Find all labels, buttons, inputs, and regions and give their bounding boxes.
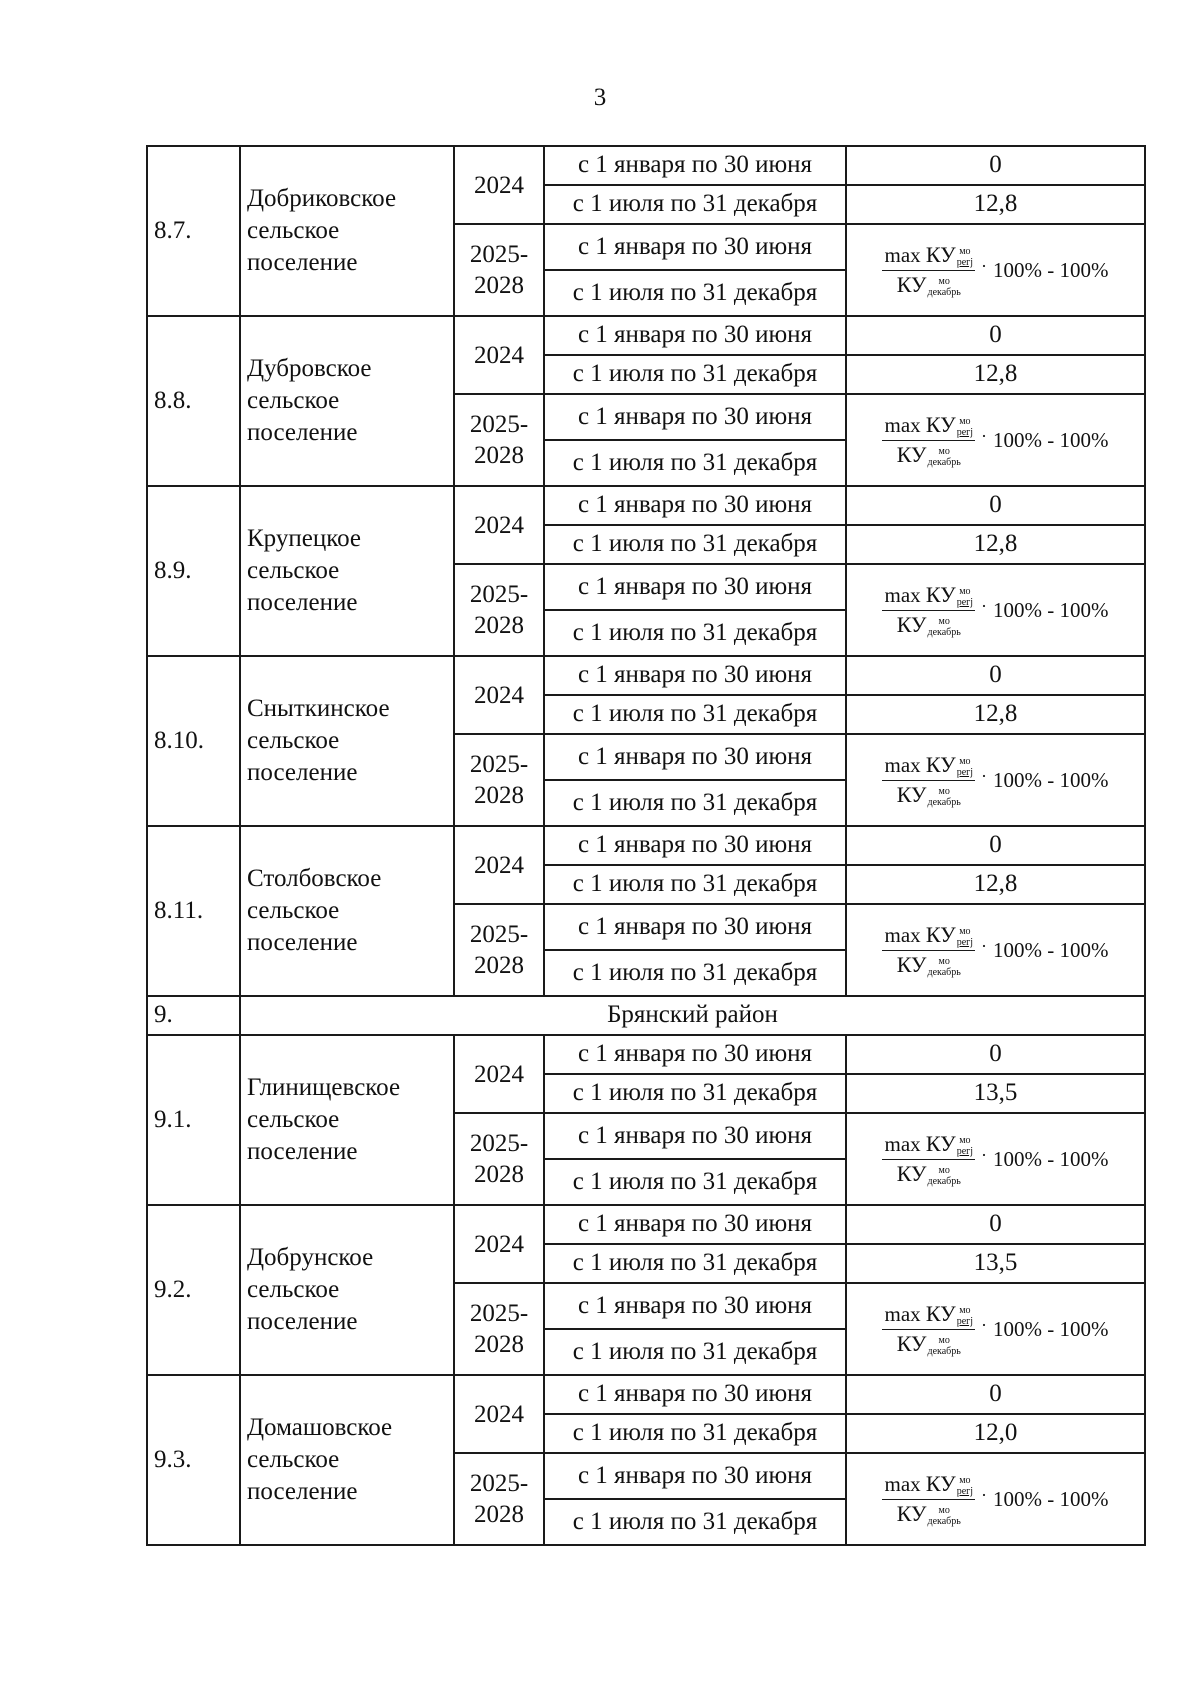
period-second-half: с 1 июля по 31 декабря bbox=[544, 950, 846, 996]
year-range-start: 2025- bbox=[469, 1470, 529, 1497]
period-first-half: с 1 января по 30 июня bbox=[544, 146, 846, 185]
formula-indices bbox=[928, 616, 961, 638]
formula-fraction bbox=[882, 1131, 975, 1187]
value-second-half: 12,8 bbox=[846, 865, 1145, 904]
settlement-name-line: Крупецкое bbox=[247, 525, 361, 552]
formula-sup: мо bbox=[959, 1305, 971, 1316]
formula-denominator bbox=[897, 611, 961, 638]
settlement-row bbox=[147, 826, 1145, 865]
formula-multiply: · bbox=[981, 1484, 988, 1505]
year-2024: 2024 bbox=[454, 1205, 544, 1283]
formula-max: max bbox=[884, 1471, 921, 1496]
formula-sub: декабрь bbox=[927, 1176, 961, 1188]
formula-indices bbox=[957, 586, 973, 608]
formula-fraction bbox=[882, 582, 975, 638]
formula-ku: КУ bbox=[925, 1470, 956, 1496]
year-range-end: 2028 bbox=[474, 272, 524, 299]
formula-multiply: · bbox=[981, 595, 988, 616]
formula-ku: КУ bbox=[896, 272, 927, 297]
formula-sup: мо bbox=[938, 956, 950, 968]
formula-numerator bbox=[882, 1131, 975, 1160]
value-second-half: 12,8 bbox=[846, 525, 1145, 564]
formula-numerator bbox=[882, 1301, 975, 1330]
year-2025-2028 bbox=[454, 1453, 544, 1545]
formula-fraction bbox=[882, 922, 975, 978]
period-first-half: с 1 января по 30 июня bbox=[544, 1453, 846, 1499]
value-second-half: 12,0 bbox=[846, 1414, 1145, 1453]
settlement-name-line: сельское bbox=[247, 897, 340, 924]
formula-indices bbox=[928, 446, 961, 468]
period-second-half: с 1 июля по 31 декабря bbox=[544, 1244, 846, 1283]
formula-sub: регj bbox=[956, 1146, 974, 1157]
settlement-name-line: сельское bbox=[247, 387, 340, 414]
formula-denominator bbox=[897, 1160, 961, 1187]
period-first-half: с 1 января по 30 июня bbox=[544, 486, 846, 525]
year-2024: 2024 bbox=[454, 1035, 544, 1113]
year-2025-2028 bbox=[454, 1283, 544, 1375]
settlement-number: 9.3. bbox=[147, 1375, 240, 1545]
settlement-name bbox=[240, 146, 454, 316]
value-second-half: 13,5 bbox=[846, 1244, 1145, 1283]
year-range-start: 2025- bbox=[469, 241, 529, 268]
formula-sub: регj bbox=[956, 1486, 974, 1497]
formula-indices bbox=[957, 1135, 973, 1157]
growth-formula bbox=[853, 1471, 1138, 1527]
district-name: Брянский район bbox=[240, 996, 1145, 1035]
district-number: 9. bbox=[147, 996, 240, 1035]
formula-sub: декабрь bbox=[927, 627, 961, 639]
formula-ku: КУ bbox=[896, 782, 927, 807]
formula-sup: мо bbox=[938, 616, 950, 628]
formula-numerator bbox=[882, 1471, 975, 1500]
year-range-end: 2028 bbox=[474, 1331, 524, 1358]
settlement-name-line: поселение bbox=[247, 419, 358, 446]
period-second-half: с 1 июля по 31 декабря bbox=[544, 780, 846, 826]
growth-formula bbox=[853, 412, 1138, 468]
formula-indices bbox=[928, 1505, 961, 1527]
settlement-number: 8.9. bbox=[147, 486, 240, 656]
period-first-half: с 1 января по 30 июня bbox=[544, 316, 846, 355]
value-first-half: 0 bbox=[846, 486, 1145, 525]
growth-formula bbox=[853, 1301, 1138, 1357]
settlement-row bbox=[147, 486, 1145, 525]
formula-tail: 100% - 100% bbox=[993, 1486, 1109, 1511]
year-range-end: 2028 bbox=[474, 782, 524, 809]
formula-sub: регj bbox=[956, 937, 974, 948]
formula-indices bbox=[957, 246, 973, 268]
period-second-half: с 1 июля по 31 декабря bbox=[544, 695, 846, 734]
formula-max: max bbox=[884, 752, 921, 777]
period-first-half: с 1 января по 30 июня bbox=[544, 394, 846, 440]
value-first-half: 0 bbox=[846, 1375, 1145, 1414]
formula-numerator bbox=[882, 412, 975, 441]
year-2024: 2024 bbox=[454, 656, 544, 734]
settlement-name-line: сельское bbox=[247, 557, 340, 584]
settlement-name-line: сельское bbox=[247, 1106, 340, 1133]
year-range-start: 2025- bbox=[469, 1130, 529, 1157]
period-second-half: с 1 июля по 31 декабря bbox=[544, 270, 846, 316]
settlement-row bbox=[147, 316, 1145, 355]
period-second-half: с 1 июля по 31 декабря bbox=[544, 865, 846, 904]
formula-ku: КУ bbox=[896, 1161, 927, 1186]
formula-tail: 100% - 100% bbox=[993, 767, 1109, 792]
formula-numerator bbox=[882, 242, 975, 271]
formula-sub: декабрь bbox=[927, 1516, 961, 1528]
settlement-name-line: сельское bbox=[247, 727, 340, 754]
settlement-name bbox=[240, 656, 454, 826]
period-first-half: с 1 января по 30 июня bbox=[544, 904, 846, 950]
formula-denominator bbox=[897, 781, 961, 808]
year-range-end: 2028 bbox=[474, 442, 524, 469]
settlement-name bbox=[240, 1375, 454, 1545]
formula-multiply: · bbox=[981, 1314, 988, 1335]
formula-ku: КУ bbox=[896, 952, 927, 977]
formula-cell bbox=[846, 394, 1145, 486]
settlement-name-line: поселение bbox=[247, 589, 358, 616]
period-first-half: с 1 января по 30 июня bbox=[544, 656, 846, 695]
value-first-half: 0 bbox=[846, 1205, 1145, 1244]
formula-indices bbox=[928, 1165, 961, 1187]
period-second-half: с 1 июля по 31 декабря bbox=[544, 185, 846, 224]
period-first-half: с 1 января по 30 июня bbox=[544, 1375, 846, 1414]
year-range-end: 2028 bbox=[474, 612, 524, 639]
growth-formula bbox=[853, 242, 1138, 298]
settlement-name bbox=[240, 486, 454, 656]
period-second-half: с 1 июля по 31 декабря bbox=[544, 610, 846, 656]
value-second-half: 12,8 bbox=[846, 355, 1145, 394]
formula-sub: регj bbox=[956, 1316, 974, 1327]
value-first-half: 0 bbox=[846, 146, 1145, 185]
growth-formula bbox=[853, 582, 1138, 638]
settlement-name-line: Столбовское bbox=[247, 865, 382, 892]
period-first-half: с 1 января по 30 июня bbox=[544, 734, 846, 780]
formula-tail: 100% - 100% bbox=[993, 257, 1109, 282]
tariff-table bbox=[146, 145, 1146, 1546]
year-range-end: 2028 bbox=[474, 1501, 524, 1528]
settlement-row bbox=[147, 1205, 1145, 1244]
year-2025-2028 bbox=[454, 1113, 544, 1205]
settlement-number: 9.1. bbox=[147, 1035, 240, 1205]
period-first-half: с 1 января по 30 июня bbox=[544, 1283, 846, 1329]
value-second-half: 12,8 bbox=[846, 695, 1145, 734]
formula-sub: декабрь bbox=[927, 1346, 961, 1358]
formula-sup: мо bbox=[959, 756, 971, 767]
period-second-half: с 1 июля по 31 декабря bbox=[544, 1159, 846, 1205]
year-2025-2028 bbox=[454, 564, 544, 656]
formula-ku: КУ bbox=[896, 442, 927, 467]
formula-fraction bbox=[882, 1471, 975, 1527]
formula-indices bbox=[928, 786, 961, 808]
formula-denominator bbox=[897, 1500, 961, 1527]
period-second-half: с 1 июля по 31 декабря bbox=[544, 440, 846, 486]
settlement-row bbox=[147, 656, 1145, 695]
settlement-name bbox=[240, 1035, 454, 1205]
formula-denominator bbox=[897, 1330, 961, 1357]
settlement-row bbox=[147, 1375, 1145, 1414]
settlement-name bbox=[240, 1205, 454, 1375]
formula-numerator bbox=[882, 582, 975, 611]
period-second-half: с 1 июля по 31 декабря bbox=[544, 1414, 846, 1453]
value-second-half: 12,8 bbox=[846, 185, 1145, 224]
formula-ku: КУ bbox=[925, 751, 956, 777]
formula-ku: КУ bbox=[925, 921, 956, 947]
year-range-end: 2028 bbox=[474, 952, 524, 979]
formula-indices bbox=[928, 1335, 961, 1357]
year-2025-2028 bbox=[454, 904, 544, 996]
formula-fraction bbox=[882, 1301, 975, 1357]
formula-sup: мо bbox=[938, 276, 950, 288]
settlement-name-line: Добриковское bbox=[247, 185, 397, 212]
period-first-half: с 1 января по 30 июня bbox=[544, 1035, 846, 1074]
year-2024: 2024 bbox=[454, 826, 544, 904]
period-first-half: с 1 января по 30 июня bbox=[544, 564, 846, 610]
formula-indices bbox=[928, 276, 961, 298]
formula-cell bbox=[846, 1453, 1145, 1545]
period-second-half: с 1 июля по 31 декабря bbox=[544, 1329, 846, 1375]
period-second-half: с 1 июля по 31 декабря bbox=[544, 525, 846, 564]
formula-ku: КУ bbox=[925, 1300, 956, 1326]
settlement-number: 9.2. bbox=[147, 1205, 240, 1375]
formula-cell bbox=[846, 904, 1145, 996]
settlement-name-line: Глинищевское bbox=[247, 1074, 401, 1101]
year-2024: 2024 bbox=[454, 486, 544, 564]
formula-denominator bbox=[897, 271, 961, 298]
settlement-number: 8.11. bbox=[147, 826, 240, 996]
settlement-row bbox=[147, 146, 1145, 185]
year-range-start: 2025- bbox=[469, 581, 529, 608]
year-2025-2028 bbox=[454, 394, 544, 486]
growth-formula bbox=[853, 752, 1138, 808]
formula-cell bbox=[846, 1113, 1145, 1205]
value-first-half: 0 bbox=[846, 656, 1145, 695]
settlement-name-line: поселение bbox=[247, 1138, 358, 1165]
period-second-half: с 1 июля по 31 декабря bbox=[544, 1499, 846, 1545]
settlement-number: 8.7. bbox=[147, 146, 240, 316]
formula-sup: мо bbox=[938, 786, 950, 798]
value-second-half: 13,5 bbox=[846, 1074, 1145, 1113]
formula-indices bbox=[957, 1305, 973, 1327]
year-range-start: 2025- bbox=[469, 1300, 529, 1327]
formula-tail: 100% - 100% bbox=[993, 427, 1109, 452]
year-range-start: 2025- bbox=[469, 751, 529, 778]
formula-sup: мо bbox=[959, 1135, 971, 1146]
formula-multiply: · bbox=[981, 935, 988, 956]
settlement-number: 8.8. bbox=[147, 316, 240, 486]
settlement-name-line: сельское bbox=[247, 217, 340, 244]
formula-multiply: · bbox=[981, 425, 988, 446]
formula-denominator bbox=[897, 951, 961, 978]
formula-fraction bbox=[882, 412, 975, 468]
period-first-half: с 1 января по 30 июня bbox=[544, 826, 846, 865]
formula-sup: мо bbox=[938, 1505, 950, 1517]
period-second-half: с 1 июля по 31 декабря bbox=[544, 1074, 846, 1113]
formula-cell bbox=[846, 734, 1145, 826]
period-first-half: с 1 января по 30 июня bbox=[544, 1205, 846, 1244]
settlement-name-line: поселение bbox=[247, 1308, 358, 1335]
formula-ku: КУ bbox=[896, 1501, 927, 1526]
value-first-half: 0 bbox=[846, 826, 1145, 865]
formula-max: max bbox=[884, 582, 921, 607]
settlement-row bbox=[147, 1035, 1145, 1074]
formula-tail: 100% - 100% bbox=[993, 1316, 1109, 1341]
formula-sub: регj bbox=[956, 257, 974, 268]
settlement-name-line: сельское bbox=[247, 1446, 340, 1473]
formula-sub: регj bbox=[956, 597, 974, 608]
period-first-half: с 1 января по 30 июня bbox=[544, 1113, 846, 1159]
formula-tail: 100% - 100% bbox=[993, 1146, 1109, 1171]
formula-indices bbox=[928, 956, 961, 978]
value-first-half: 0 bbox=[846, 1035, 1145, 1074]
year-2024: 2024 bbox=[454, 316, 544, 394]
formula-cell bbox=[846, 224, 1145, 316]
year-range-start: 2025- bbox=[469, 921, 529, 948]
formula-numerator bbox=[882, 922, 975, 951]
formula-sub: декабрь bbox=[927, 967, 961, 979]
settlement-name-line: поселение bbox=[247, 249, 358, 276]
settlement-name bbox=[240, 826, 454, 996]
formula-ku: КУ bbox=[925, 581, 956, 607]
settlement-name-line: сельское bbox=[247, 1276, 340, 1303]
page-number: 3 bbox=[593, 84, 607, 111]
formula-max: max bbox=[884, 242, 921, 267]
formula-numerator bbox=[882, 752, 975, 781]
year-range-end: 2028 bbox=[474, 1161, 524, 1188]
settlement-name-line: поселение bbox=[247, 929, 358, 956]
settlement-name-line: поселение bbox=[247, 759, 358, 786]
formula-max: max bbox=[884, 1131, 921, 1156]
formula-max: max bbox=[884, 1301, 921, 1326]
formula-indices bbox=[957, 1475, 973, 1497]
formula-sup: мо bbox=[959, 246, 971, 257]
formula-sup: мо bbox=[938, 1165, 950, 1177]
formula-ku: КУ bbox=[896, 612, 927, 637]
settlement-name-line: Дубровское bbox=[247, 355, 372, 382]
formula-multiply: · bbox=[981, 765, 988, 786]
settlement-name-line: поселение bbox=[247, 1478, 358, 1505]
year-range-start: 2025- bbox=[469, 411, 529, 438]
formula-sup: мо bbox=[938, 446, 950, 458]
formula-indices bbox=[957, 756, 973, 778]
formula-multiply: · bbox=[981, 1144, 988, 1165]
district-row bbox=[147, 996, 1145, 1035]
formula-sub: регj bbox=[956, 767, 974, 778]
growth-formula bbox=[853, 1131, 1138, 1187]
formula-sub: декабрь bbox=[927, 457, 961, 469]
formula-sub: декабрь bbox=[927, 797, 961, 809]
year-2024: 2024 bbox=[454, 146, 544, 224]
formula-indices bbox=[957, 416, 973, 438]
formula-fraction bbox=[882, 242, 975, 298]
formula-sub: регj bbox=[956, 427, 974, 438]
year-2025-2028 bbox=[454, 734, 544, 826]
formula-sup: мо bbox=[959, 926, 971, 937]
formula-denominator bbox=[897, 441, 961, 468]
formula-ku: КУ bbox=[925, 241, 956, 267]
formula-tail: 100% - 100% bbox=[993, 937, 1109, 962]
formula-multiply: · bbox=[981, 255, 988, 276]
period-first-half: с 1 января по 30 июня bbox=[544, 224, 846, 270]
formula-tail: 100% - 100% bbox=[993, 597, 1109, 622]
formula-cell bbox=[846, 1283, 1145, 1375]
formula-cell bbox=[846, 564, 1145, 656]
formula-max: max bbox=[884, 922, 921, 947]
settlement-name bbox=[240, 316, 454, 486]
formula-max: max bbox=[884, 412, 921, 437]
formula-fraction bbox=[882, 752, 975, 808]
settlement-name-line: Добрунское bbox=[247, 1244, 374, 1271]
period-second-half: с 1 июля по 31 декабря bbox=[544, 355, 846, 394]
formula-ku: КУ bbox=[925, 1130, 956, 1156]
formula-sup: мо bbox=[938, 1335, 950, 1347]
formula-indices bbox=[957, 926, 973, 948]
settlement-name-line: Домашовское bbox=[247, 1414, 393, 1441]
settlement-number: 8.10. bbox=[147, 656, 240, 826]
formula-ku: КУ bbox=[896, 1331, 927, 1356]
formula-ku: КУ bbox=[925, 411, 956, 437]
tariff-table-body bbox=[147, 146, 1145, 1545]
formula-sup: мо bbox=[959, 1475, 971, 1486]
growth-formula bbox=[853, 922, 1138, 978]
settlement-name-line: Сныткинское bbox=[247, 695, 390, 722]
value-first-half: 0 bbox=[846, 316, 1145, 355]
year-2025-2028 bbox=[454, 224, 544, 316]
formula-sup: мо bbox=[959, 416, 971, 427]
formula-sub: декабрь bbox=[927, 287, 961, 299]
year-2024: 2024 bbox=[454, 1375, 544, 1453]
formula-sup: мо bbox=[959, 586, 971, 597]
